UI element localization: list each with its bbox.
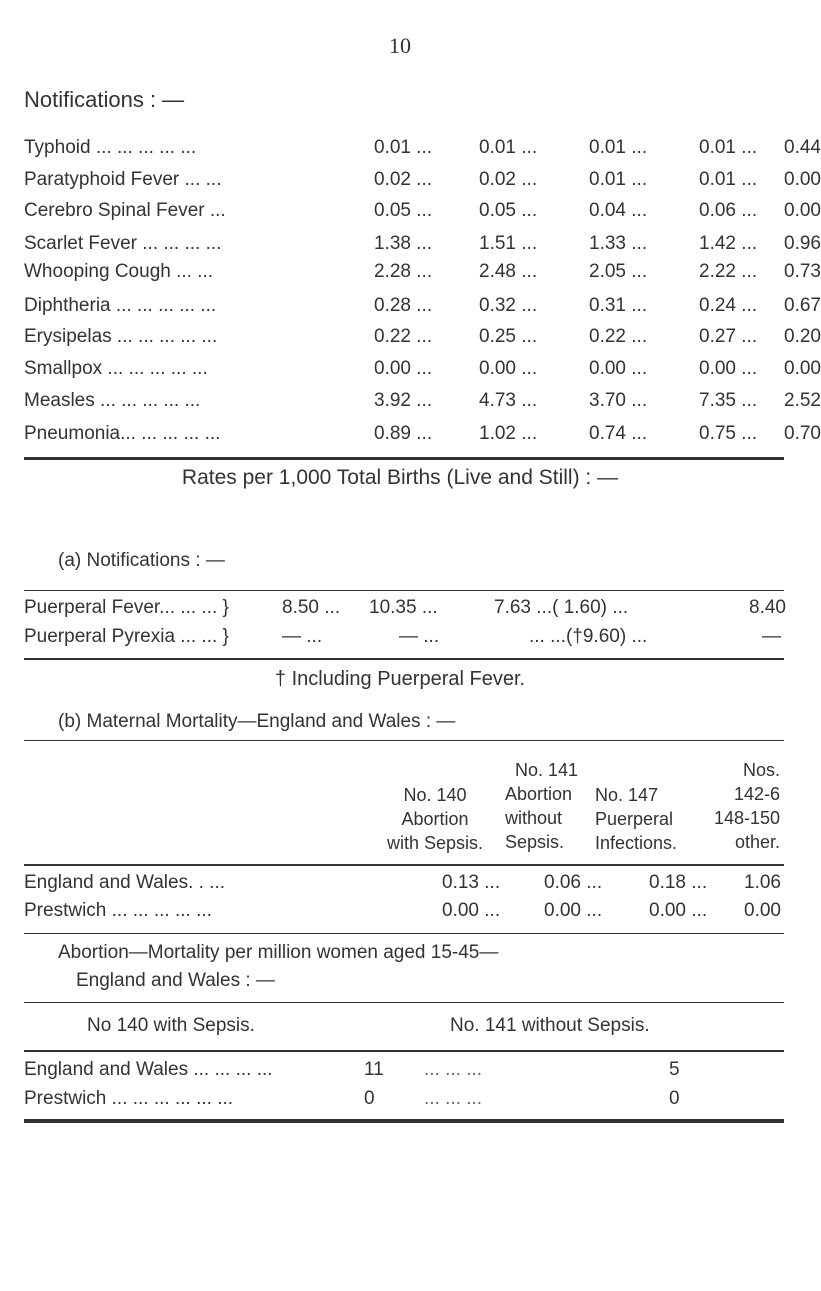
cell: 0.00 ... bbox=[442, 900, 501, 921]
table-row bbox=[24, 900, 784, 930]
cell-dots: ... ... ... bbox=[424, 1088, 483, 1109]
row-label: Prestwich ... ... ... ... ... ... bbox=[24, 1088, 234, 1109]
cell: 0.00 ... bbox=[374, 358, 433, 379]
row-label: England and Wales. . ... bbox=[24, 872, 226, 893]
table-row bbox=[24, 169, 821, 199]
row-label: Measles ... ... ... ... ... bbox=[24, 390, 201, 411]
divider bbox=[24, 1119, 784, 1123]
cell: 0.28 ... bbox=[374, 295, 433, 316]
table-row bbox=[24, 390, 821, 420]
cell: 0.22 ... bbox=[374, 326, 433, 347]
row-label: Puerperal Pyrexia ... ... } bbox=[24, 626, 229, 647]
cell: — ... bbox=[282, 626, 323, 647]
row-label: Scarlet Fever ... ... ... ... bbox=[24, 233, 222, 254]
cell: 0.01 ... bbox=[374, 137, 433, 158]
row-label: Diphtheria ... ... ... ... ... bbox=[24, 295, 217, 316]
cell: 0.24 ... bbox=[699, 295, 758, 316]
row-label: Typhoid ... ... ... ... ... bbox=[24, 137, 197, 158]
cell: 0.89 ... bbox=[374, 423, 433, 444]
table-row bbox=[24, 423, 821, 453]
cell: 3.92 ... bbox=[374, 390, 433, 411]
table-row bbox=[24, 872, 784, 902]
cell: 10.35 ... bbox=[369, 597, 438, 618]
page-number: 10 bbox=[389, 33, 411, 58]
cell: 0.31 ... bbox=[589, 295, 648, 316]
cell: 0.00 bbox=[784, 358, 821, 379]
cell: 1.51 ... bbox=[479, 233, 538, 254]
cell: 7.35 ... bbox=[699, 390, 758, 411]
cell: 0.13 ... bbox=[442, 872, 501, 893]
notifications-subheading: (a) Notifications : — bbox=[58, 550, 225, 571]
table-row bbox=[24, 1059, 784, 1089]
cell: 0.02 ... bbox=[479, 169, 538, 190]
table-row bbox=[24, 1088, 784, 1118]
maternal-subheading: (b) Maternal Mortality—England and Wales : — bbox=[58, 711, 456, 732]
row-label: England and Wales ... ... ... ... bbox=[24, 1059, 273, 1080]
footnote: † Including Puerperal Fever. bbox=[274, 668, 526, 690]
cell: 2.48 ... bbox=[479, 261, 538, 282]
cell: 2.05 ... bbox=[589, 261, 648, 282]
cell: 1.02 ... bbox=[479, 423, 538, 444]
cell: 0.01 ... bbox=[589, 169, 648, 190]
cell: 5 bbox=[669, 1059, 680, 1080]
cell: 0.00 ... bbox=[544, 900, 603, 921]
table-row bbox=[24, 233, 821, 263]
cell: 0.05 ... bbox=[479, 200, 538, 221]
cell: 0.67 bbox=[784, 295, 821, 316]
cell: 0.06 ... bbox=[699, 200, 758, 221]
cell: 0.05 ... bbox=[374, 200, 433, 221]
cell: 4.73 ... bbox=[479, 390, 538, 411]
cell: 0.20 bbox=[784, 326, 821, 347]
divider bbox=[24, 740, 784, 741]
cell: 0.00 bbox=[744, 900, 781, 921]
row-label: Paratyphoid Fever ... ... bbox=[24, 169, 222, 190]
cell: 1.42 ... bbox=[699, 233, 758, 254]
cell: 8.40 bbox=[749, 597, 786, 618]
table-row bbox=[24, 137, 821, 167]
notifications-heading: Notifications : — bbox=[24, 87, 185, 112]
cell: 7.63 ...( 1.60) ... bbox=[494, 597, 629, 618]
cell: 2.28 ... bbox=[374, 261, 433, 282]
cell: 2.22 ... bbox=[699, 261, 758, 282]
divider bbox=[24, 1050, 784, 1052]
cell: 0.02 ... bbox=[374, 169, 433, 190]
cell: 0.18 ... bbox=[649, 872, 708, 893]
abortion-col2-header: No. 141 without Sepsis. bbox=[450, 1015, 650, 1036]
cell: 0.01 ... bbox=[589, 137, 648, 158]
cell: 0.00 ... bbox=[699, 358, 758, 379]
table-row bbox=[24, 597, 784, 627]
divider bbox=[24, 1002, 784, 1003]
abortion-mortality-text: Abortion—Mortality per million women aged 15-45— bbox=[58, 942, 499, 963]
table-row bbox=[24, 626, 784, 656]
table-row bbox=[24, 326, 821, 356]
cell: 0.00 ... bbox=[479, 358, 538, 379]
divider bbox=[24, 457, 784, 460]
cell: 0.01 ... bbox=[699, 137, 758, 158]
header-no-147: No. 147 Puerperal Infections. bbox=[595, 785, 678, 853]
row-label: Pneumonia... ... ... ... ... bbox=[24, 423, 221, 444]
cell: 0.00 bbox=[784, 169, 821, 190]
cell: 0.44 bbox=[784, 137, 821, 158]
abortion-mortality-text-2: England and Wales : — bbox=[76, 970, 275, 991]
row-label: Cerebro Spinal Fever ... bbox=[24, 200, 226, 221]
cell: 0.32 ... bbox=[479, 295, 538, 316]
abortion-col1-header: No 140 with Sepsis. bbox=[87, 1015, 255, 1036]
cell: — bbox=[762, 626, 781, 647]
row-label: Puerperal Fever... ... ... } bbox=[24, 597, 229, 618]
divider bbox=[24, 933, 784, 934]
divider bbox=[24, 864, 784, 866]
cell: 0.04 ... bbox=[589, 200, 648, 221]
row-label: Erysipelas ... ... ... ... ... bbox=[24, 326, 218, 347]
row-label: Smallpox ... ... ... ... ... bbox=[24, 358, 208, 379]
table-row bbox=[24, 261, 821, 291]
cell: 0.75 ... bbox=[699, 423, 758, 444]
cell: 11 bbox=[364, 1059, 384, 1080]
cell: 0.00 ... bbox=[589, 358, 648, 379]
row-label: Prestwich ... ... ... ... ... bbox=[24, 900, 212, 921]
cell: 0.22 ... bbox=[589, 326, 648, 347]
cell: 1.06 bbox=[744, 872, 781, 893]
table-row bbox=[24, 358, 821, 388]
cell: — ... bbox=[399, 626, 440, 647]
header-no-140: No. 140 Abortion with Sepsis. bbox=[386, 785, 484, 853]
cell-dots: ... ... ... bbox=[424, 1059, 483, 1080]
divider bbox=[24, 590, 784, 591]
row-label: Whooping Cough ... ... bbox=[24, 261, 214, 282]
table-row bbox=[24, 295, 821, 325]
cell: 0.06 ... bbox=[544, 872, 603, 893]
cell: ... ...(†9.60) ... bbox=[529, 626, 648, 647]
header-nos-other: Nos. 142-6 148-150 other. bbox=[713, 760, 780, 852]
cell: 1.38 ... bbox=[374, 233, 433, 254]
cell: 0.70 bbox=[784, 423, 821, 444]
cell: 0 bbox=[364, 1088, 375, 1109]
cell: 0.01 ... bbox=[479, 137, 538, 158]
cell: 0.96 bbox=[784, 233, 821, 254]
header-no-141: No. 141 Abortion without Sepsis. bbox=[505, 760, 579, 852]
cell: 2.52 bbox=[784, 390, 821, 411]
cell: 0.25 ... bbox=[479, 326, 538, 347]
cell: 0.00 bbox=[784, 200, 821, 221]
cell: 0.73 bbox=[784, 261, 821, 282]
cell: 1.33 ... bbox=[589, 233, 648, 254]
table-row bbox=[24, 200, 821, 230]
cell: 0.01 ... bbox=[699, 169, 758, 190]
rates-heading: Rates per 1,000 Total Births (Live and Still) : — bbox=[181, 466, 619, 489]
cell: 0.27 ... bbox=[699, 326, 758, 347]
cell: 0.00 ... bbox=[649, 900, 708, 921]
cell: 0.74 ... bbox=[589, 423, 648, 444]
divider bbox=[24, 658, 784, 660]
cell: 8.50 ... bbox=[282, 597, 341, 618]
cell: 0 bbox=[669, 1088, 680, 1109]
cell: 3.70 ... bbox=[589, 390, 648, 411]
